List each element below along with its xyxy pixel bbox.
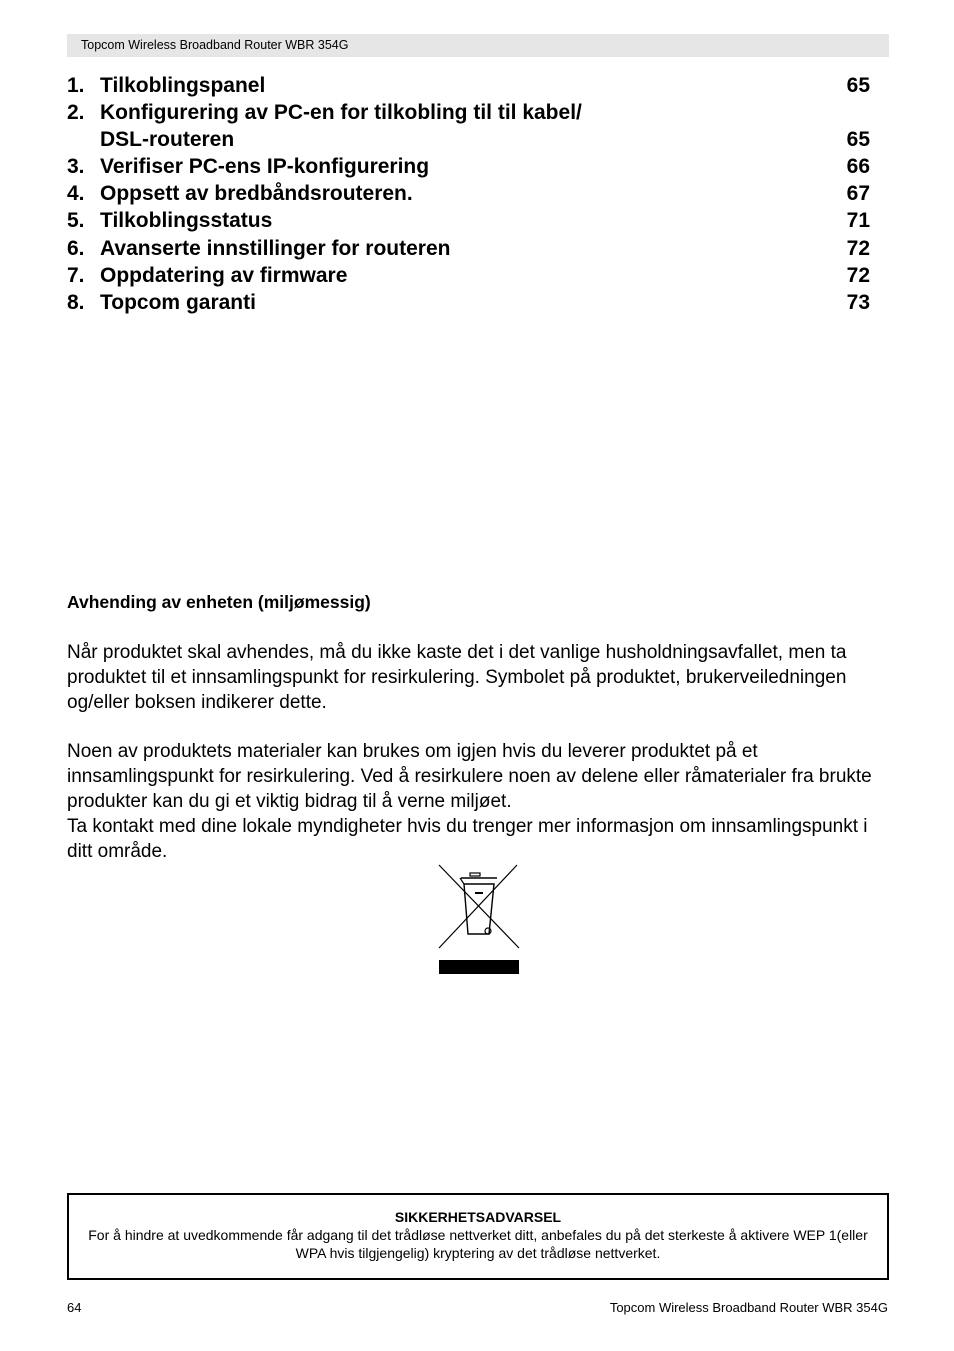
toc-title: Tilkoblingsstatus xyxy=(100,209,273,233)
toc-number: 7. xyxy=(67,263,85,287)
page-number: 64 xyxy=(67,1300,82,1315)
toc-item[interactable] xyxy=(67,207,870,234)
toc-number: 2. xyxy=(67,101,85,125)
toc-page: 71 xyxy=(846,209,870,233)
disposal-paragraph-2: Noen av produktets materialer kan brukes om igjen hvis du leverer produktet på et innsamlingspunkt for resirkulering. Ved å resirkulere noen av delene eller råmaterialer fra brukte produkter kan du gi et viktig bidrag til å verne miljøet. xyxy=(67,741,872,812)
table-of-contents xyxy=(67,72,870,316)
toc-page: 72 xyxy=(846,263,870,287)
toc-number: 8. xyxy=(67,290,85,314)
toc-number: 5. xyxy=(67,209,85,233)
header-bar xyxy=(67,34,889,57)
toc-page: 67 xyxy=(846,182,870,206)
toc-title: Oppsett av bredbåndsrouteren. xyxy=(100,182,413,206)
toc-title: Oppdatering av firmware xyxy=(100,263,348,287)
toc-title: Avanserte innstillinger for routeren xyxy=(100,236,451,260)
disposal-heading: Avhending av enheten (miljømessig) xyxy=(67,592,371,612)
security-notice-box xyxy=(67,1193,889,1280)
toc-title: Verifiser PC-ens IP-konfigurering xyxy=(100,155,430,179)
header-title: Topcom Wireless Broadband Router WBR 354G xyxy=(81,38,349,52)
notice-text: For å hindre at uvedkommende får adgang til det trådløse nettverket ditt, anbefales du på det sterkeste å aktivere WEP 1(eller WPA hvis tilgjengelig) kryptering av det trådløse nettverket. xyxy=(88,1227,868,1261)
toc-number: 4. xyxy=(67,182,85,206)
crossed-out-wheelie-bin-icon xyxy=(437,862,521,976)
toc-title: Topcom garanti xyxy=(100,290,256,314)
toc-page: 65 xyxy=(846,128,870,152)
toc-page: 73 xyxy=(846,290,870,314)
disposal-paragraph-3: Ta kontakt med dine lokale myndigheter hvis du trenger mer informasjon om innsamlingspunkt i ditt område. xyxy=(67,816,868,862)
disposal-paragraph-1: Når produktet skal avhendes, må du ikke kaste det i det vanlige husholdningsavfallet, men ta produktet til et innsamlingspunkt for resirkulering. Symbolet på produktet, brukerveiledningen og/eller boksen indikerer dette. xyxy=(67,642,847,713)
toc-page: 66 xyxy=(846,155,870,179)
toc-number: 6. xyxy=(67,236,85,260)
toc-number: 3. xyxy=(67,155,85,179)
toc-item[interactable] xyxy=(67,262,870,289)
notice-title: SIKKERHETSADVARSEL xyxy=(394,1209,562,1225)
toc-item[interactable] xyxy=(67,72,870,99)
toc-item[interactable] xyxy=(67,99,870,153)
toc-item[interactable] xyxy=(67,180,870,207)
toc-page: 72 xyxy=(846,236,870,260)
toc-item[interactable] xyxy=(67,153,870,180)
toc-number: 1. xyxy=(67,74,85,97)
toc-title: Tilkoblingspanel xyxy=(100,74,266,97)
toc-page: 65 xyxy=(846,74,870,97)
toc-title: Konfigurering av PC-en for tilkobling til til kabel/ DSL-routeren xyxy=(100,101,582,152)
footer-title: Topcom Wireless Broadband Router WBR 354G xyxy=(609,1300,888,1315)
toc-item[interactable] xyxy=(67,235,870,262)
toc-item[interactable] xyxy=(67,289,870,316)
